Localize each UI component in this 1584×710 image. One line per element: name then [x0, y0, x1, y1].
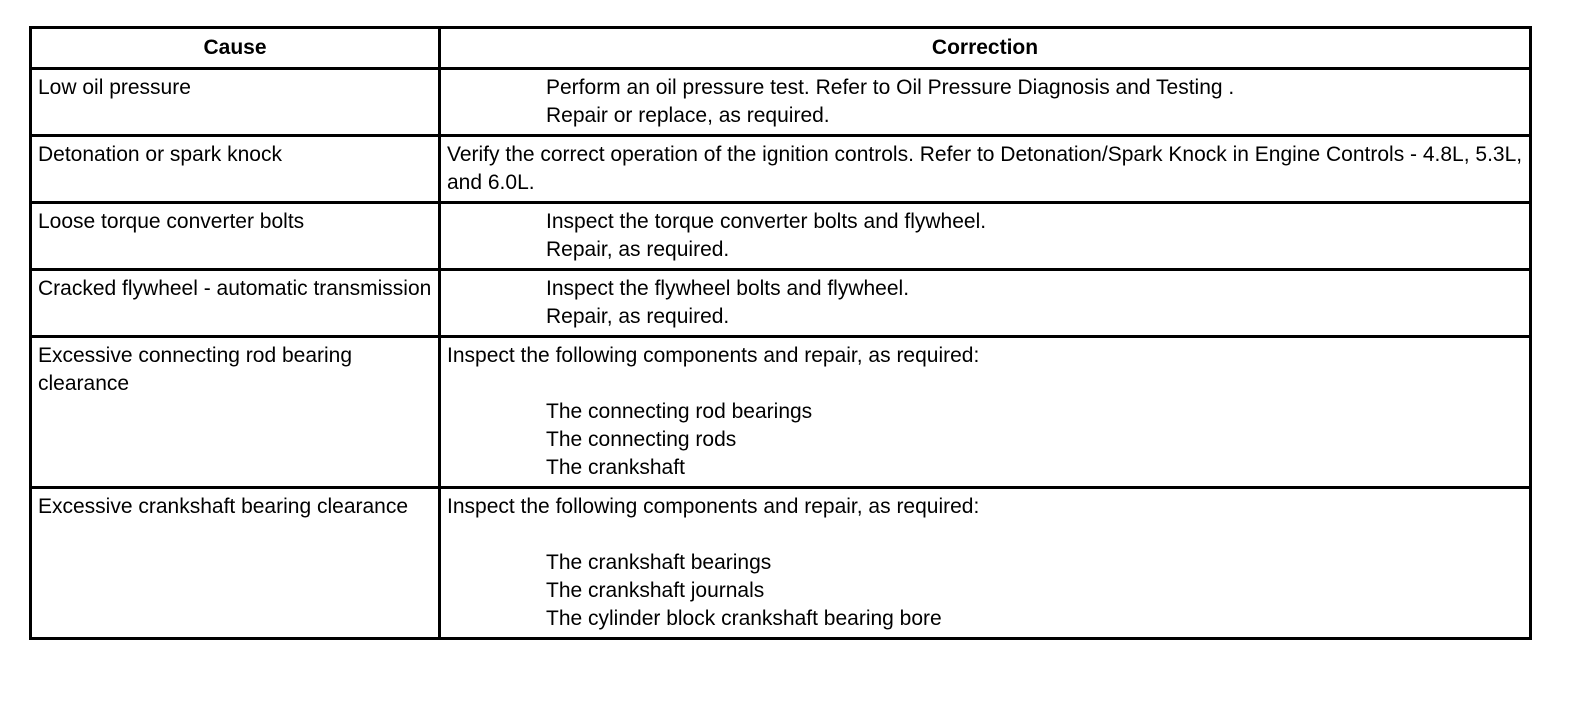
correction-cell: [440, 488, 1531, 639]
correction-step: The connecting rod bearings: [546, 400, 813, 423]
table-row: [31, 136, 1531, 203]
correction-step: The crankshaft bearings: [546, 551, 772, 574]
correction-intro: Verify the correct operation of the ignition controls. Refer to Detonation/Spark Knock in Engine Controls - 4.8L, 5.3L, and 6.0L.: [447, 143, 1523, 194]
correction-step: Inspect the torque converter bolts and flywheel.: [546, 210, 987, 233]
correction-cell: [440, 69, 1531, 136]
correction-step: Repair, as required.: [546, 305, 730, 328]
table-row: [31, 203, 1531, 270]
correction-step: Repair, as required.: [546, 238, 730, 261]
cause-cell: Excessive connecting rod bearing clearance: [31, 337, 440, 488]
table-header-row: [31, 28, 1531, 69]
header-correction: Correction: [440, 28, 1531, 69]
cause-cell: Excessive crankshaft bearing clearance: [31, 488, 440, 639]
correction-cell: [440, 337, 1531, 488]
correction-step: The crankshaft: [546, 456, 685, 479]
correction-intro: Inspect the following components and repair, as required:: [447, 495, 980, 518]
correction-step: Perform an oil pressure test. Refer to Oil Pressure Diagnosis and Testing .: [546, 76, 1235, 99]
diagnostic-table: [29, 26, 1532, 640]
correction-cell: [440, 203, 1531, 270]
header-cause: Cause: [31, 28, 440, 69]
table-row: [31, 488, 1531, 639]
correction-step: The crankshaft journals: [546, 579, 765, 602]
table-row: [31, 270, 1531, 337]
correction-cell: [440, 136, 1531, 203]
correction-step: The connecting rods: [546, 428, 737, 451]
correction-step: Inspect the flywheel bolts and flywheel.: [546, 277, 910, 300]
correction-intro: Inspect the following components and repair, as required:: [447, 344, 980, 367]
correction-cell: [440, 270, 1531, 337]
table-body: [31, 69, 1531, 639]
cause-cell: Low oil pressure: [31, 69, 440, 136]
cause-cell: Detonation or spark knock: [31, 136, 440, 203]
table-row: [31, 69, 1531, 136]
table-row: [31, 337, 1531, 488]
cause-cell: Loose torque converter bolts: [31, 203, 440, 270]
correction-step: Repair or replace, as required.: [546, 104, 830, 127]
correction-step: The cylinder block crankshaft bearing bore: [546, 607, 942, 630]
cause-cell: Cracked flywheel - automatic transmission: [31, 270, 440, 337]
